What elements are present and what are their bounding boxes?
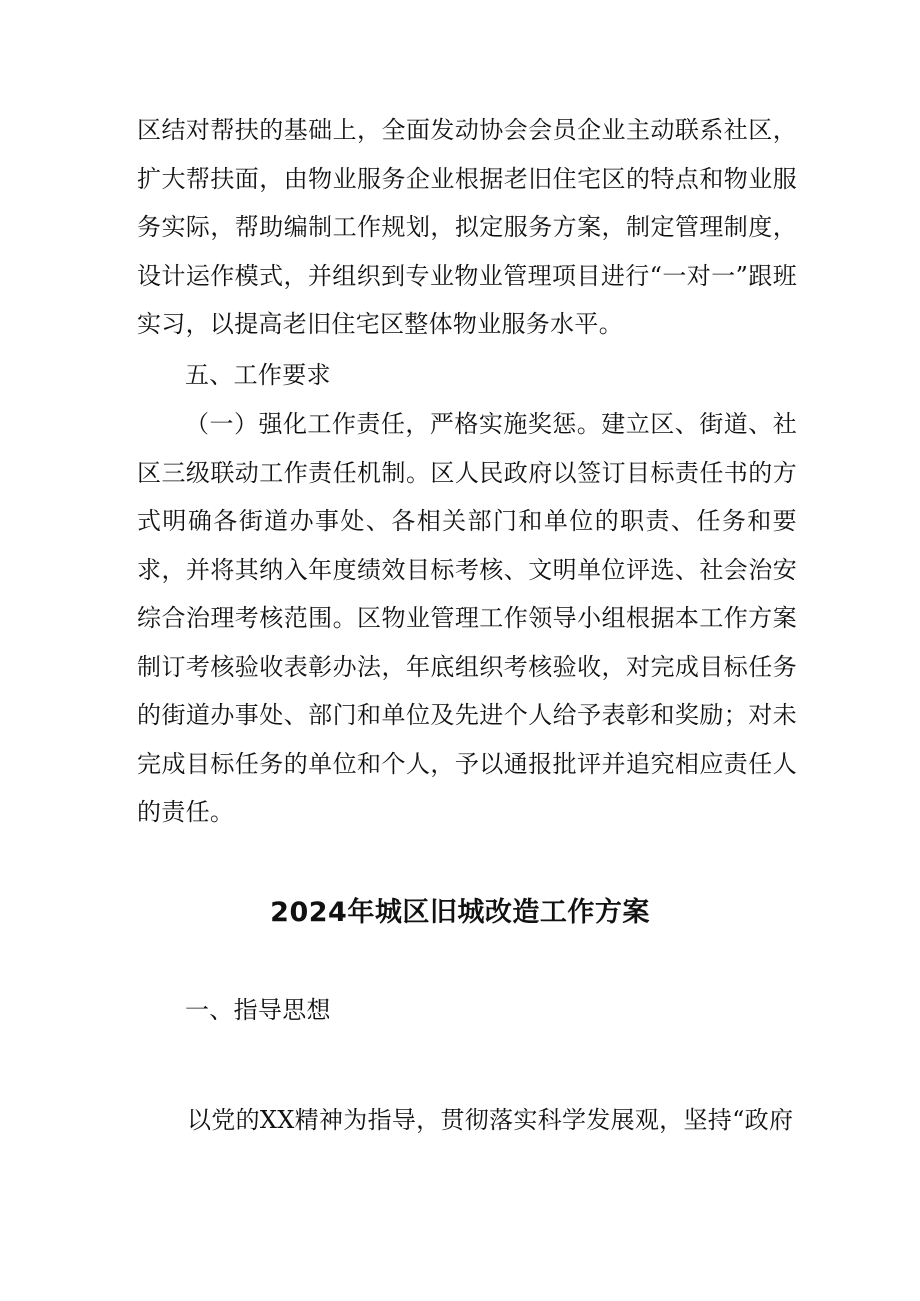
document-title: 2024年城区旧城改造工作方案 — [270, 897, 650, 928]
body-paragraph-1: 区结对帮扶的基础上，全面发动协会会员企业主动联系社区，扩大帮扶面，由物业服务企业根据老旧住宅区的特点和物业服务实际，帮助编制工作规划，拟定服务方案，制定管理制度，设计运作模式，并组织到专业物业管理项目进行“一对一”跟班实习，以提高老旧住宅区整体物业服务水平。 — [137, 116, 797, 338]
section-heading-5: 五、工作要求 — [185, 361, 331, 389]
body-paragraph-3: 以党的XX精神为指导，贯彻落实科学发展观，坚持“政府 — [187, 1106, 794, 1134]
section-heading-1: 一、指导思想 — [185, 996, 331, 1024]
body-paragraph-2: （一）强化工作责任，严格实施奖惩。建立区、街道、社区三级联动工作责任机制。区人民政府以签订目标责任书的方式明确各街道办事处、各相关部门和单位的职责、任务和要求，并将其纳入年度绩效目标考核、文明单位评选、社会治安综合治理考核范围。区物业管理工作领导小组根据本工作方案制订考核验收表彰办法，年底组织考核验收，对完成目标任务的街道办事处、部门和单位及先进个人给予表彰和奖励；对未完成目标任务的单位和个人，予以通报批评并追究相应责任人的责任。 — [137, 410, 797, 826]
